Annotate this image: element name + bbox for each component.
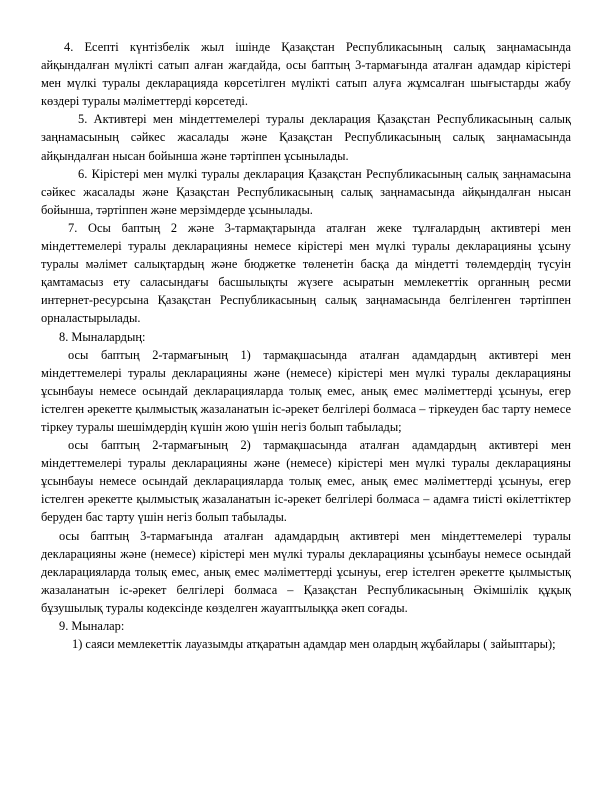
paragraph-4: 4. Есепті күнтізбелік жыл ішінде Қазақстан Республикасының салық заңнамасында айқындалған мүлікті сатып алған жағдайда, осы баптың 3-тармағында аталған адамдар кірістері мен мүлкі туралы декларацияда көрсетілген мүлікті сатып алуға жұмсалған шығыстарды жабу көздері туралы мәліметтерді көрсетеді.	[41, 40, 571, 109]
paragraph-6: 6. Кірістері мен мүлкі туралы декларация Қазақстан Республикасының салық заңнамасына сәйкес жасалады және Қазақстан Республикасының салық заңнамасында айқындалған нысан бойынша, тәртіппен және мерзімдерде ұсынылады.	[41, 166, 571, 217]
document-page	[41, 38, 571, 653]
paragraph-8-heading: 8. Мыналардың:	[59, 329, 146, 344]
paragraph-8-clause-3: осы баптың 3-тармағында аталған адамдардың активтері мен міндеттемелері туралы декларацияны және (немесе) кірістері мен мүлкі туралы декларацияны ұсынбауы немесе осындай декларацияларда толық емес, анық емес мәліметтерді ұсынуы, егер істелген әрекетте қылмыстық жазаланатын іс-әрекет белгілері болмаса – Қазақстан Республикасының Әкімшілік құқық бұзушылық туралы кодексінде көзделген жауаптылыққа әкеп соғады.	[41, 528, 571, 615]
paragraph-5: 5. Активтері мен міндеттемелері туралы декларация Қазақстан Республикасының салық заңнамасының сәйкес жасалады және Қазақстан Республикасының салық заңнамасында айқындалған нысан бойынша және тәртіппен ұсынылады.	[41, 112, 571, 163]
paragraph-8-clause-1: осы баптың 2-тармағының 1) тармақшасында аталған адамдардың активтері мен міндеттемелері туралы декларацияны және (немесе) кірістері мен мүлкі туралы декларацияны ұсынбауы немесе осындай декларацияларда толық емес, анық емес мәліметтерді ұсынуы, егер істелген әрекетте қылмыстық жазаланатын іс-әрекет белгілері болмаса – тіркеуден бас тарту немесе тіркеу туралы шешімдердің күшін жою үшін негіз болып табылады;	[41, 347, 571, 434]
paragraph-9-heading: 9. Мыналар:	[59, 619, 125, 633]
paragraph-9-item-1: 1) саяси мемлекеттік лауазымды атқаратын адамдар мен олардың жұбайлары ( зайыптары);	[72, 637, 556, 652]
paragraph-7: 7. Осы баптың 2 және 3-тармақтарында аталған жеке тұлғалардың активтері мен міндеттемелері туралы декларацияны немесе кірістері мен мүлкі туралы декларацияны ұсыну туралы мәлімет салықтардың және бюджетке төленетін басқа да міндетті төлемдердің түсуін қамтамасыз ету саласындағы басшылықты жүзеге асыратын мемлекеттік органның ресми интернет-ресурсына Қазақстан Республикасының салық заңнамасында белгіленген тәртіппен орналастырылады.	[41, 220, 571, 326]
paragraph-8-clause-2: осы баптың 2-тармағының 2) тармақшасында аталған адамдардың активтері мен міндеттемелері туралы декларацияны және (немесе) кірістері мен мүлкі туралы декларацияны ұсынбауы немесе осындай декларацияларда толық емес, анық емес мәліметтерді ұсынуы, егер істелген әрекетте қылмыстық жазаланатын іс-әрекет белгілері болмаса – адамға тиісті өкілеттіктер беруден бас тарту үшін негіз болып табылады.	[41, 438, 571, 525]
